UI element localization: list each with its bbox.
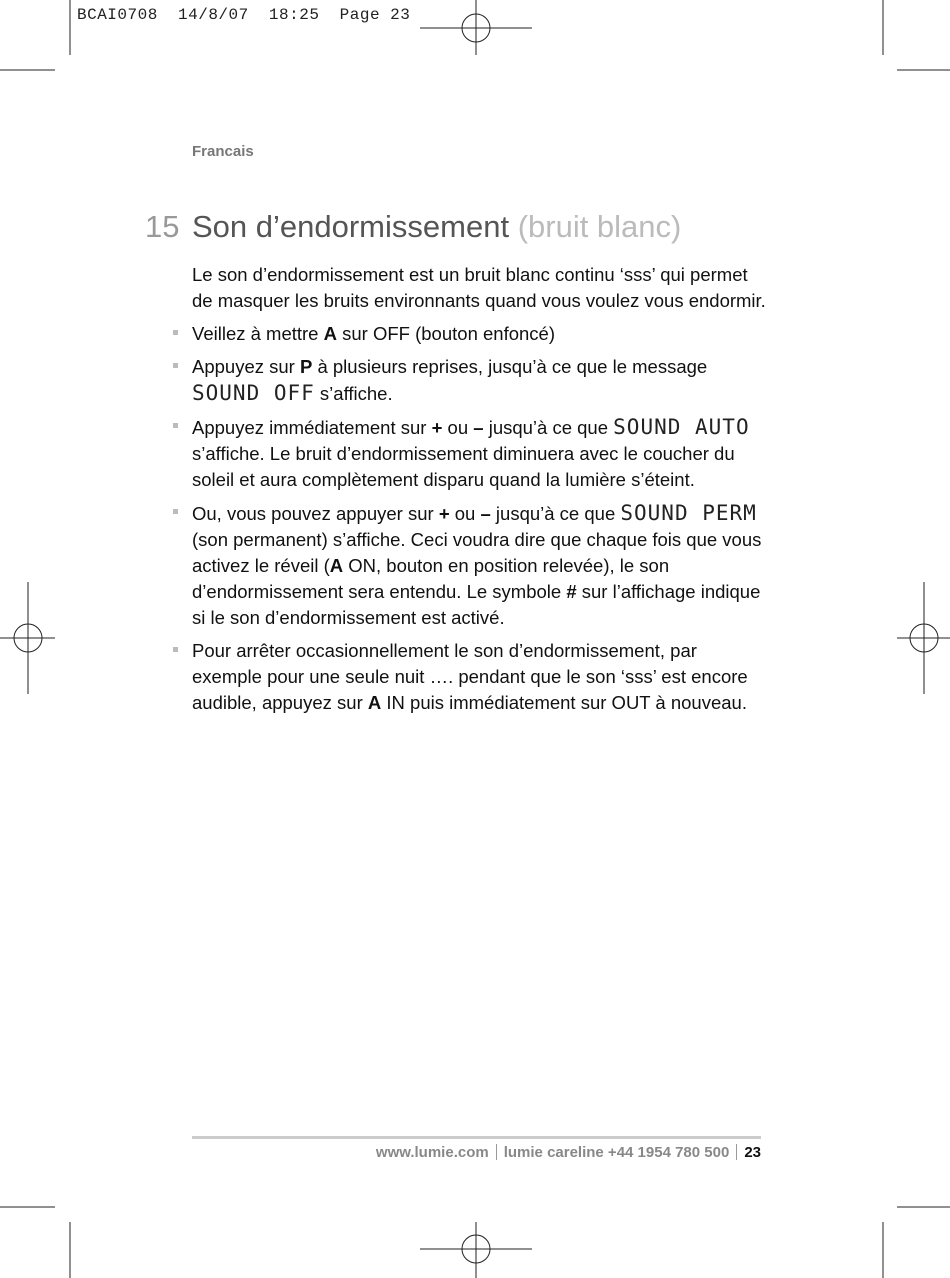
bullet-icon xyxy=(173,647,178,652)
registration-mark-left xyxy=(0,582,55,694)
section-title: Son d’endormissement xyxy=(192,209,510,244)
item-text: s’affiche. xyxy=(314,383,393,404)
item-text: Appuyez immédiatement sur xyxy=(192,417,432,438)
symbol-label: # xyxy=(566,581,577,602)
list-item xyxy=(192,638,767,716)
instruction-list xyxy=(192,321,767,716)
item-text: jusqu’à ce que xyxy=(490,503,621,524)
language-label: Francais xyxy=(192,143,254,160)
item-text: jusqu’à ce que xyxy=(483,417,614,438)
list-item xyxy=(192,414,767,493)
item-text: IN puis immédiatement sur OUT à nouveau. xyxy=(381,692,747,713)
section-subtitle: (bruit blanc) xyxy=(517,209,682,244)
item-text: Veillez à mettre xyxy=(192,323,324,344)
item-text: (son permanent) s’affiche. Ceci voudra dire que chaque fois que vous activez le réveil ( xyxy=(192,529,762,576)
footer-careline: lumie careline +44 1954 780 500 xyxy=(503,1144,730,1161)
footer-divider xyxy=(192,1136,761,1139)
list-item xyxy=(192,321,767,347)
bullet-icon xyxy=(173,423,178,428)
key-label: – xyxy=(473,417,484,438)
list-item xyxy=(192,500,767,631)
item-text: Pour arrêter occasionnellement le son d’endormissement, par exemple pour une seule nuit …. pendant que le son ‘sss’ est encore audible, appuyez sur xyxy=(192,640,748,713)
footer-separator xyxy=(496,1144,497,1160)
registration-mark-bottom xyxy=(420,1222,532,1278)
lcd-display-text: SOUND OFF xyxy=(192,381,315,405)
key-label: + xyxy=(438,503,450,524)
item-text: ou xyxy=(449,503,481,524)
list-item xyxy=(192,354,767,407)
key-label: A xyxy=(367,692,382,713)
section-number: 15 xyxy=(145,209,180,244)
registration-mark-right xyxy=(897,582,950,694)
item-text: sur l’affichage indique si le son d’endormissement est activé. xyxy=(192,581,761,628)
item-text: Appuyez sur xyxy=(192,356,300,377)
intro-paragraph: Le son d’endormissement est un bruit blanc continu ‘sss’ qui permet de masquer les bruits environnants quand vous voulez vous endormir. xyxy=(192,264,766,311)
key-label: A xyxy=(323,323,337,344)
item-text: Ou, vous pouvez appuyer sur xyxy=(192,503,439,524)
section-heading xyxy=(192,209,681,245)
key-label: – xyxy=(480,503,491,524)
page-number: 23 xyxy=(744,1144,761,1161)
bullet-icon xyxy=(173,363,178,368)
print-slug: BCAI0708 14/8/07 18:25 Page 23 xyxy=(77,6,411,24)
registration-mark-top xyxy=(420,0,532,55)
key-label: + xyxy=(431,417,443,438)
item-text: sur OFF (bouton enfoncé) xyxy=(337,323,555,344)
page-footer xyxy=(192,1144,761,1161)
bullet-icon xyxy=(173,509,178,514)
item-text: à plusieurs reprises, jusqu’à ce que le message xyxy=(312,356,708,377)
item-text: ON, bouton en position relevée), le son d’endormissement sera entendu. Le symbole xyxy=(192,555,670,602)
item-text: s’affiche. Le bruit d’endormissement diminuera avec le coucher du soleil et aura complètement disparu quand la lumière s’éteint. xyxy=(192,443,735,490)
body-text xyxy=(192,262,767,723)
footer-separator xyxy=(736,1144,737,1160)
footer-website: www.lumie.com xyxy=(375,1144,489,1161)
key-label: A xyxy=(329,555,344,576)
key-label: P xyxy=(299,356,313,377)
bullet-icon xyxy=(173,330,178,335)
lcd-display-text: SOUND PERM xyxy=(620,501,757,525)
lcd-display-text: SOUND AUTO xyxy=(613,415,750,439)
item-text: ou xyxy=(442,417,474,438)
